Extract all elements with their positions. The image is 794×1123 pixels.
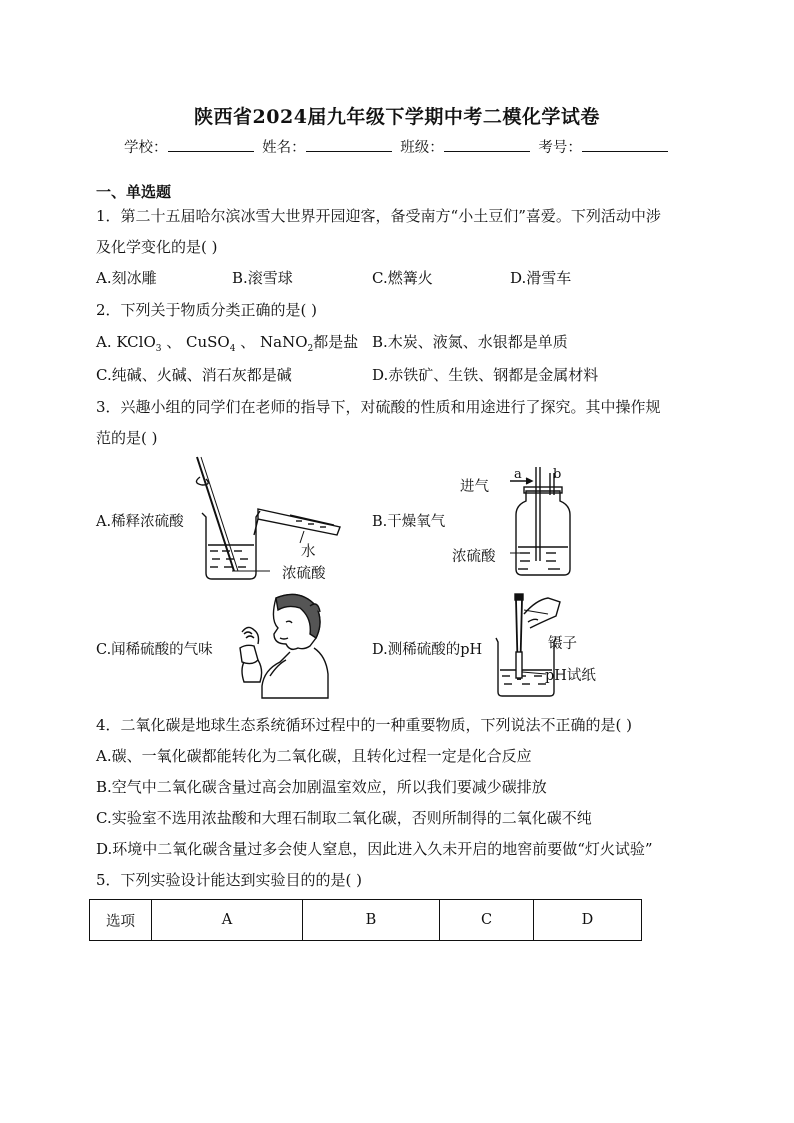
number-label: 考号： [538,140,582,156]
q2-a-text3: 、 NaNO [235,333,308,351]
school-blank[interactable] [168,139,254,152]
q1-option-b[interactable]: B.滚雪球 [232,269,293,287]
q5-line1: 5．下列实验设计能达到实验目的的是( ) [96,871,363,889]
figB-gas-in-label: 进气 [460,479,489,495]
q1-line1: 1．第二十五届哈尔滨冰雪大世界开园迎客，备受南方“小土豆们”喜爱。下列活动中涉 [96,207,661,225]
q1-option-a[interactable]: A.刻冰雕 [96,269,157,287]
q2-a-sub1: 3 [155,344,162,354]
q3-option-d[interactable]: D.测稀硫酸的pH [372,642,483,658]
q4-line1: 4．二氧化碳是地球生态系统循环过程中的一种重要物质，下列说法不正确的是( ) [96,716,633,734]
q2-option-b[interactable]: B.木炭、液氮、水银都是单质 [372,333,568,351]
figB-b-label: b [553,467,562,482]
q2-a-text: A. KClO [96,333,156,351]
q1-line2: 及化学变化的是( ) [96,238,218,256]
figA-water-label: 水 [301,544,316,560]
figure-dilute-acid [192,455,352,585]
q3-line1: 3．兴趣小组的同学们在老师的指导下，对硫酸的性质和用途进行了探究。其中操作规 [96,398,661,416]
q3-line2: 范的是( ) [96,429,158,447]
table-header-cell: 选项 [90,900,152,941]
q2-a-sub2: 4 [229,344,236,354]
q4-option-b[interactable]: B.空气中二氧化碳含量过高会加剧温室效应，所以我们要减少碳排放 [96,778,547,796]
figD-paper-label: pH试纸 [545,668,596,684]
q5-table [89,899,642,941]
q1-option-d[interactable]: D.滑雪车 [510,269,572,287]
table-row [90,900,642,941]
class-blank[interactable] [444,139,530,152]
q2-option-a[interactable] [96,331,358,354]
figA-acid-label: 浓硫酸 [282,566,326,582]
q2-line1: 2．下列关于物质分类正确的是( ) [96,301,318,319]
table-header-cell: A [152,900,303,941]
school-label: 学校： [124,140,168,156]
q4-option-d[interactable]: D.环境中二氧化碳含量过多会使人窒息，因此进入久未开启的地窖前要做“灯火试验” [96,840,653,858]
q4-option-a[interactable]: A.碳、一氧化碳都能转化为二氧化碳，且转化过程一定是化合反应 [96,747,532,765]
q2-a-text2: 、 CuSO [161,333,230,351]
number-blank[interactable] [582,139,668,152]
q2-option-c[interactable]: C.纯碱、火碱、消石灰都是碱 [96,366,292,384]
table-header-cell: D [534,900,642,941]
figB-a-label: a [514,467,522,482]
class-label: 班级： [400,140,444,156]
section-heading: 一、单选题 [96,183,172,201]
q3-option-c[interactable]: C.闻稀硫酸的气味 [96,642,213,658]
q4-option-c[interactable]: C.实验室不选用浓盐酸和大理石制取二氧化碳，否则所制得的二氧化碳不纯 [96,809,592,827]
figB-acid-label: 浓硫酸 [452,549,496,565]
figure-gas-washing-bottle [490,465,580,580]
q3-option-a[interactable]: A.稀释浓硫酸 [96,514,184,530]
q2-a-text4: 都是盐 [313,333,359,351]
figD-tweezers-label: 镊子 [548,636,577,652]
student-info-line [124,136,672,157]
page-title: 陕西省2024届九年级下学期中考二模化学试卷 [194,106,600,128]
name-blank[interactable] [306,139,392,152]
q2-a-sub3: 2 [307,344,314,354]
name-label: 姓名： [262,140,306,156]
q1-option-c[interactable]: C.燃篝火 [372,269,433,287]
figure-student-smelling [230,590,330,700]
table-header-cell: C [440,900,534,941]
q2-option-d[interactable]: D.赤铁矿、生铁、钢都是金属材料 [372,366,599,384]
table-header-cell: B [303,900,440,941]
q3-option-b[interactable]: B.干燥氧气 [372,514,446,530]
